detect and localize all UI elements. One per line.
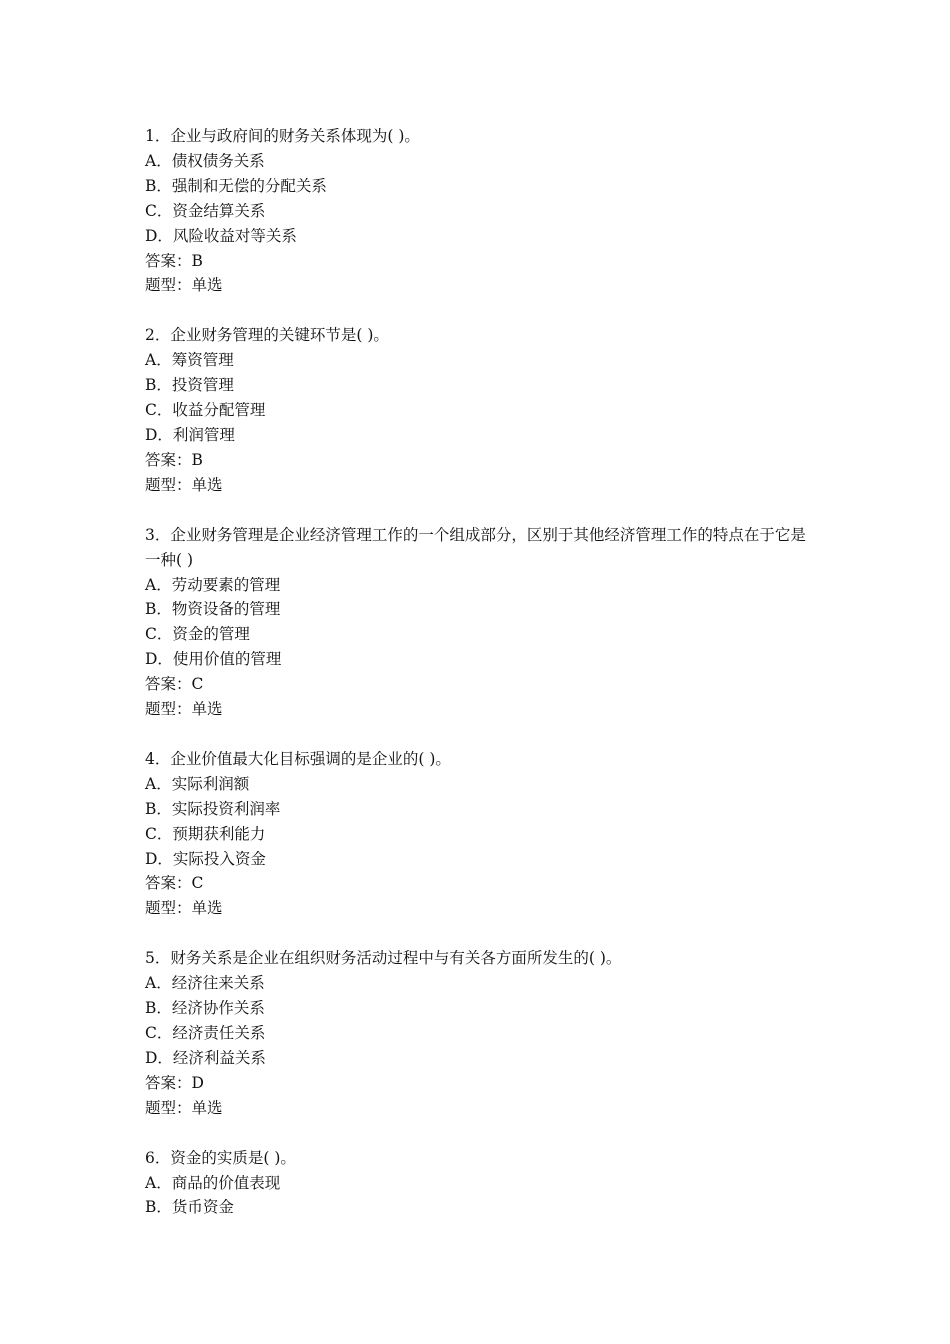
question-type-line: 题型：单选 — [145, 276, 223, 295]
option-c: C．资金的管理 — [145, 625, 250, 644]
question-6 — [145, 1146, 815, 1221]
option-c: C．资金结算关系 — [145, 201, 266, 220]
question-stem: 6．资金的实质是( )。 — [145, 1148, 296, 1167]
question-type-line: 题型：单选 — [145, 475, 223, 494]
question-1 — [145, 124, 815, 298]
option-c: C．经济责任关系 — [145, 1024, 266, 1042]
option-d: D．实际投入资金 — [145, 849, 266, 868]
question-2 — [145, 323, 815, 497]
option-a: A．实际利润额 — [145, 774, 250, 793]
option-d: D．使用价值的管理 — [145, 650, 282, 669]
option-a: A．债权债务关系 — [145, 151, 265, 170]
answer-line: 答案：B — [145, 450, 203, 469]
option-b: B．物资设备的管理 — [145, 600, 281, 619]
question-type-line: 题型：单选 — [145, 1098, 223, 1117]
option-c: C．收益分配管理 — [145, 401, 266, 420]
question-3 — [145, 523, 815, 722]
option-c: C．预期获利能力 — [145, 824, 266, 843]
option-b: B．强制和无偿的分配关系 — [145, 176, 327, 195]
option-a: A．经济往来关系 — [145, 974, 265, 993]
question-type-line: 题型：单选 — [145, 899, 223, 918]
question-stem: 5．财务关系是企业在组织财务活动过程中与有关各方面所发生的( )。 — [145, 949, 622, 968]
answer-line: 答案：C — [145, 874, 204, 893]
question-type-line: 题型：单选 — [145, 700, 223, 719]
question-stem: 4．企业价值最大化目标强调的是企业的( )。 — [145, 749, 451, 768]
answer-line: 答案：B — [145, 251, 203, 270]
option-b: B．经济协作关系 — [145, 999, 265, 1018]
question-stem: 2．企业财务管理的关键环节是( )。 — [145, 326, 389, 345]
document-page — [145, 124, 815, 1245]
option-d: D．经济利益关系 — [145, 1048, 266, 1067]
option-a: A．筹资管理 — [145, 351, 234, 370]
question-5 — [145, 946, 815, 1120]
question-stem: 3．企业财务管理是企业经济管理工作的一个组成部分，区别于其他经济管理工作的特点在于它是一种( ) — [145, 525, 806, 569]
question-4 — [145, 747, 815, 921]
option-a: A．劳动要素的管理 — [145, 575, 281, 594]
option-a: A．商品的价值表现 — [145, 1173, 281, 1192]
option-d: D．利润管理 — [145, 425, 235, 444]
option-b: B．投资管理 — [145, 376, 234, 395]
option-b: B．实际投资利润率 — [145, 799, 281, 818]
option-b: B．货币资金 — [145, 1198, 234, 1217]
option-d: D．风险收益对等关系 — [145, 226, 297, 245]
answer-line: 答案：D — [145, 1073, 204, 1092]
answer-line: 答案：C — [145, 675, 204, 694]
question-stem: 1．企业与政府间的财务关系体现为( )。 — [145, 127, 420, 145]
